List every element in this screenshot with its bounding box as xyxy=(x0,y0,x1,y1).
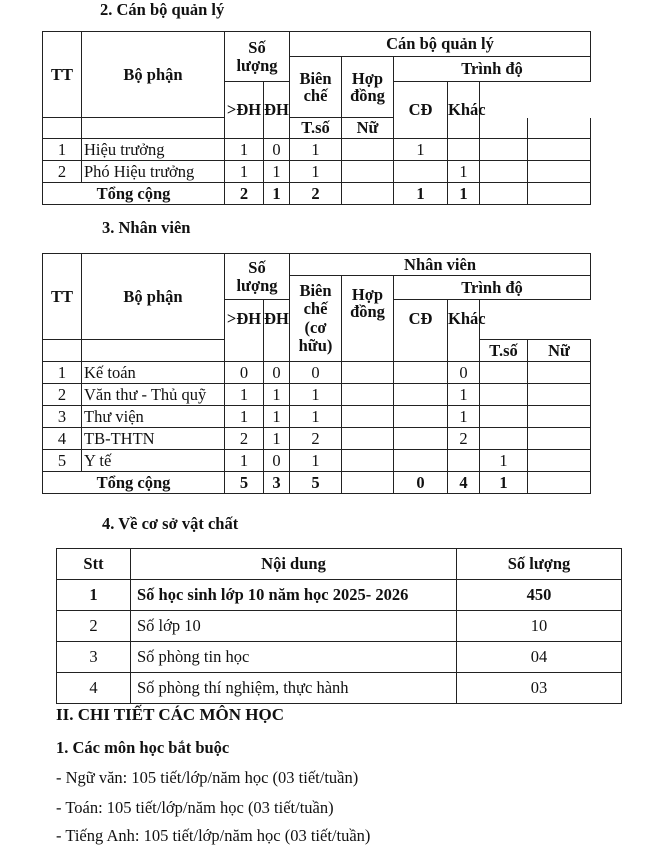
header-bien-che: Biên chế (cơ hữu) xyxy=(290,276,342,362)
header-so-luong: Số lượng xyxy=(457,549,622,580)
header-so: Số xyxy=(248,258,266,278)
header-noi-dung: Nội dung xyxy=(131,549,457,580)
table-row: 2 Số lớp 10 10 xyxy=(57,611,622,642)
header-tren-dh: >ĐH xyxy=(225,300,264,362)
header-nu: Nữ xyxy=(342,118,394,139)
table-row: 3 Thư viện 1 1 1 1 xyxy=(43,406,591,428)
section-heading-can-bo-quan-ly: 2. Cán bộ quản lý xyxy=(100,0,225,19)
table-row: 4 TB-THTN 2 1 2 2 xyxy=(43,428,591,450)
subheading-mon-hoc-bat-buoc: 1. Các môn học bắt buộc xyxy=(56,738,230,757)
header-dh: ĐH xyxy=(264,82,290,139)
subject-line-tieng-anh: - Tiếng Anh: 105 tiết/lớp/năm học (03 tiết/tuần) xyxy=(56,826,371,845)
header-bo-phan: Bộ phận xyxy=(82,254,225,340)
header-bien-che: Biên chế xyxy=(290,57,342,118)
header-cd: CĐ xyxy=(394,300,448,362)
table-total-row: Tổng cộng 5 3 5 0 4 1 xyxy=(43,472,591,494)
section-heading-nhan-vien: 3. Nhân viên xyxy=(102,218,191,237)
header-so: Số xyxy=(248,38,266,58)
header-tt: TT xyxy=(43,32,82,118)
header-group: Nhân viên xyxy=(290,254,591,276)
header-tso: T.số xyxy=(480,340,528,362)
subject-line-ngu-van: - Ngữ văn: 105 tiết/lớp/năm học (03 tiết/tuần) xyxy=(56,768,359,787)
header-trinh-do: Trình độ xyxy=(394,276,591,300)
nhan-vien-table xyxy=(42,253,591,494)
table-row: 5 Y tế 1 0 1 1 xyxy=(43,450,591,472)
header-so-luong xyxy=(225,254,290,300)
header-hop-dong: Hợp đồng xyxy=(342,276,394,362)
table-header-row xyxy=(57,549,622,580)
table-row: 2 Phó Hiệu trưởng 1 1 1 1 xyxy=(43,161,591,183)
header-dh: ĐH xyxy=(264,300,290,362)
subject-line-toan: - Toán: 105 tiết/lớp/năm học (03 tiết/tuần) xyxy=(56,798,334,817)
table-row: 2 Văn thư - Thủ quỹ 1 1 1 1 xyxy=(43,384,591,406)
header-tt: TT xyxy=(43,254,82,340)
header-hop-dong: Hợp đồng xyxy=(342,57,394,118)
header-so-luong xyxy=(225,32,290,82)
header-tso: T.số xyxy=(290,118,342,139)
header-tren-dh: >ĐH xyxy=(225,82,264,139)
table-row: 3 Số phòng tin học 04 xyxy=(57,642,622,673)
table-total-row: Tổng cộng 2 1 2 1 1 xyxy=(43,183,591,205)
header-cd: CĐ xyxy=(394,82,448,139)
header-nu: Nữ xyxy=(528,340,591,362)
table-row: 4 Số phòng thí nghiệm, thực hành 03 xyxy=(57,673,622,704)
header-bo-phan: Bộ phận xyxy=(82,32,225,118)
section-heading-co-so-vat-chat: 4. Về cơ sở vật chất xyxy=(102,514,239,533)
header-stt: Stt xyxy=(57,549,131,580)
header-trinh-do: Trình độ xyxy=(394,57,591,82)
table-row: 1 Kế toán 0 0 0 0 xyxy=(43,362,591,384)
header-khac: Khác xyxy=(448,300,480,362)
header-luong: lượng xyxy=(236,55,278,75)
header-group: Cán bộ quản lý xyxy=(290,32,591,57)
part-heading-chi-tiet-mon-hoc: II. CHI TIẾT CÁC MÔN HỌC xyxy=(56,705,284,724)
co-so-vat-chat-table xyxy=(56,548,622,704)
table-row: 1 Hiệu trưởng 1 0 1 1 xyxy=(43,139,591,161)
header-khac: Khác xyxy=(448,82,480,139)
header-luong: lượng xyxy=(236,275,278,295)
table-row: 1 Số học sinh lớp 10 năm học 2025- 2026 450 xyxy=(57,580,622,611)
can-bo-quan-ly-table xyxy=(42,31,591,205)
